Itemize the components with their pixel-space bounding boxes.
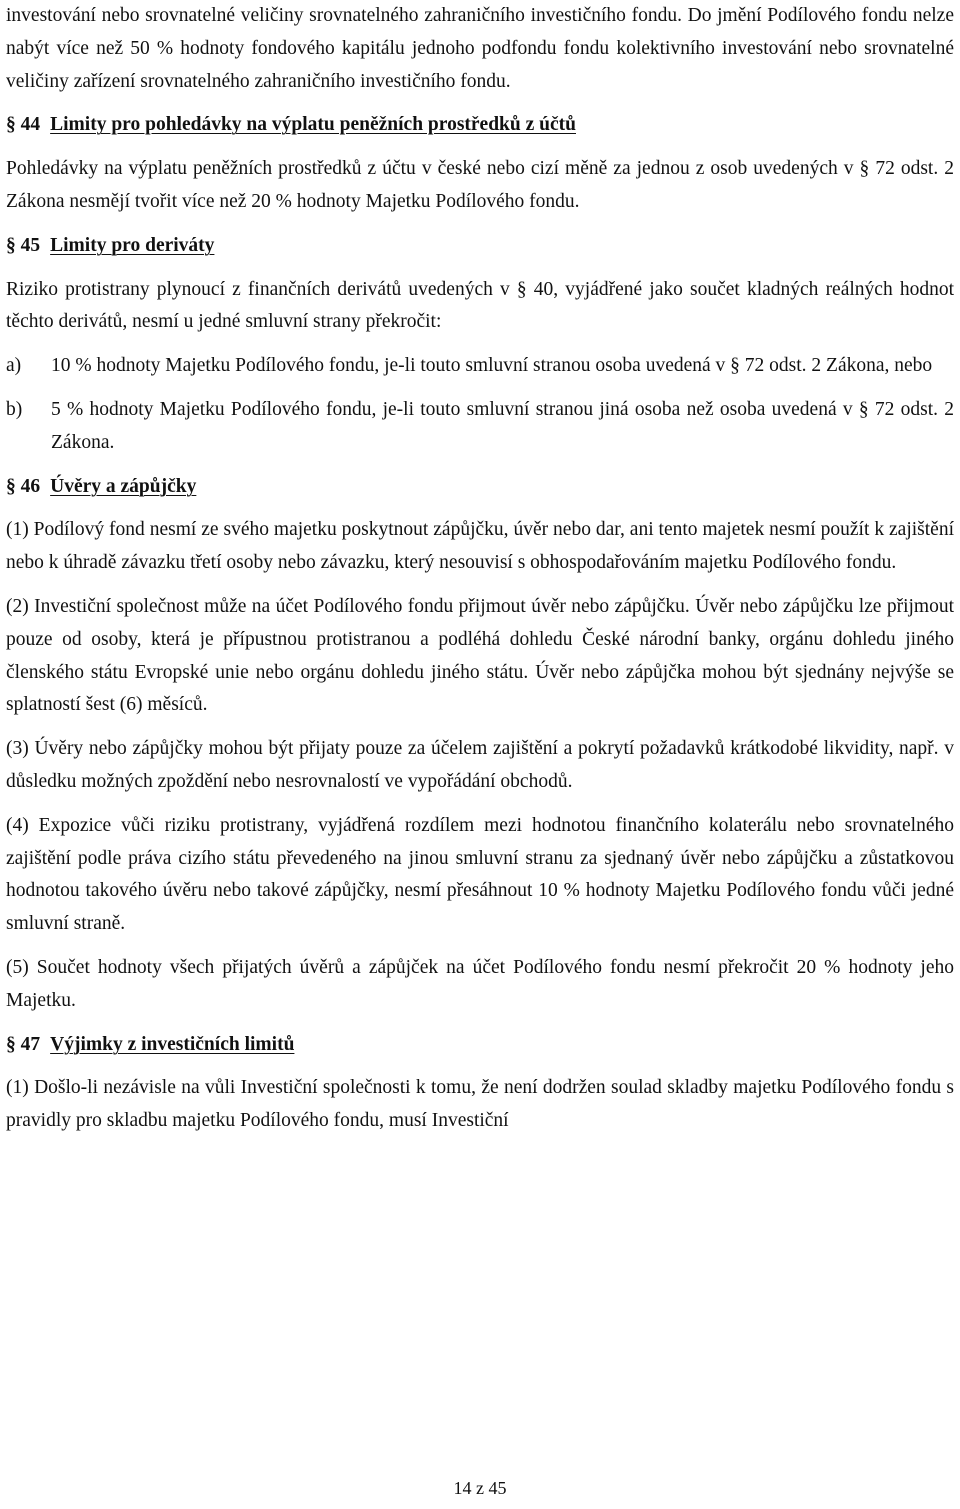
page-number: 14 z 45 bbox=[453, 1478, 507, 1498]
section-title: Limity pro pohledávky na výplatu peněžních prostředků z účtů bbox=[50, 114, 576, 136]
section-paragraph: (4) Expozice vůči riziku protistrany, vyjádřená rozdílem mezi hodnotou finančního kolaterálu nebo srovnatelného zajištění podle práva cizího státu převedeného na jinou smluvní stranu za sjednaný úvěr nebo zápůjčku a zůstatkovou hodnotou takového úvěru nebo takové zápůjčky, nesmí přesáhnout 10 % hodnoty Majetku Podílového fondu vůči jedné smluvní straně. bbox=[6, 814, 954, 935]
section-heading bbox=[6, 230, 954, 263]
section-heading bbox=[6, 109, 954, 142]
list-item-text: 10 % hodnoty Majetku Podílového fondu, je-li touto smluvní stranou osoba uvedená v § 72 odst. 2 Zákona, nebo bbox=[51, 355, 933, 377]
section-45 bbox=[6, 230, 954, 460]
section-number: § 47 bbox=[6, 1033, 41, 1055]
section-title: Úvěry a zápůjčky bbox=[50, 475, 197, 497]
section-paragraph: (2) Investiční společnost může na účet Podílového fondu přijmout úvěr nebo zápůjčku. Úvěr nebo zápůjčku lze přijmout pouze od osoby, která je přípustnou protistranou a podléhá dohledu České národní banky, orgánu dohledu jiného členského státu Evropské unie nebo orgánu dohledu jiného státu. Úvěr nebo zápůjčka mohou být sjednány nejvýše se splatností šest (6) měsíců. bbox=[6, 595, 954, 716]
section-47 bbox=[6, 1029, 954, 1138]
list-item-label: a) bbox=[6, 355, 22, 377]
section-heading bbox=[6, 1029, 954, 1062]
section-paragraph: (5) Součet hodnoty všech přijatých úvěrů a zápůjček na účet Podílového fondu nesmí překročit 20 % hodnoty jeho Majetku. bbox=[6, 956, 954, 1011]
section-number: § 46 bbox=[6, 475, 41, 497]
section-44 bbox=[6, 109, 954, 218]
section-paragraph: (3) Úvěry nebo zápůjčky mohou být přijaty pouze za účelem zajištění a pokrytí požadavků krátkodobé likvidity, např. v důsledku možných zpoždění nebo nesrovnalostí ve vypořádání obchodů. bbox=[6, 738, 954, 792]
list-item-label: b) bbox=[6, 398, 23, 420]
section-paragraph: (1) Podílový fond nesmí ze svého majetku poskytnout zápůjčku, úvěr nebo dar, ani tento majetek nesmí použít k zajištění nebo k úhradě závazku třetí osoby nebo závazku, který nesouvisí s obhospodařováním majetku Podílového fondu. bbox=[6, 519, 954, 574]
intro-paragraph: investování nebo srovnatelné veličiny srovnatelného zahraničního investičního fondu. Do jmění Podílového fondu nelze nabýt více než 50 % hodnoty fondového kapitálu jednoho podfondu fondu kolektivního investování nebo srovnatelné veličiny zařízení srovnatelného zahraničního investičního fondu. bbox=[6, 5, 954, 92]
section-number: § 45 bbox=[6, 234, 41, 256]
section-46 bbox=[6, 471, 954, 1018]
section-paragraph: Riziko protistrany plynoucí z finančních derivátů uvedených v § 40, vyjádřené jako součet kladných reálných hodnot těchto derivátů, nesmí u jedné smluvní strany překročit: bbox=[6, 278, 954, 333]
section-paragraph: (1) Došlo-li nezávisle na vůli Investiční společnosti k tomu, že není dodržen soulad skladby majetku Podílového fondu s pravidly pro skladbu majetku Podílového fondu, musí Investiční bbox=[6, 1077, 954, 1132]
list-item bbox=[6, 350, 954, 383]
section-heading bbox=[6, 471, 954, 504]
list-item bbox=[6, 394, 954, 460]
document-page bbox=[6, 0, 954, 1138]
section-paragraph: Pohledávky na výplatu peněžních prostředků z účtu v české nebo cizí měně za jednou z osob uvedených v § 72 odst. 2 Zákona nesmějí tvořit více než 20 % hodnoty Majetku Podílového fondu. bbox=[6, 158, 954, 212]
list-item-text: 5 % hodnoty Majetku Podílového fondu, je-li touto smluvní stranou jiná osoba než osoba uvedená v § 72 odst. 2 Zákona. bbox=[51, 398, 954, 453]
section-title: Limity pro deriváty bbox=[50, 234, 215, 256]
section-number: § 44 bbox=[6, 114, 41, 136]
section-title: Výjimky z investičních limitů bbox=[50, 1033, 295, 1055]
